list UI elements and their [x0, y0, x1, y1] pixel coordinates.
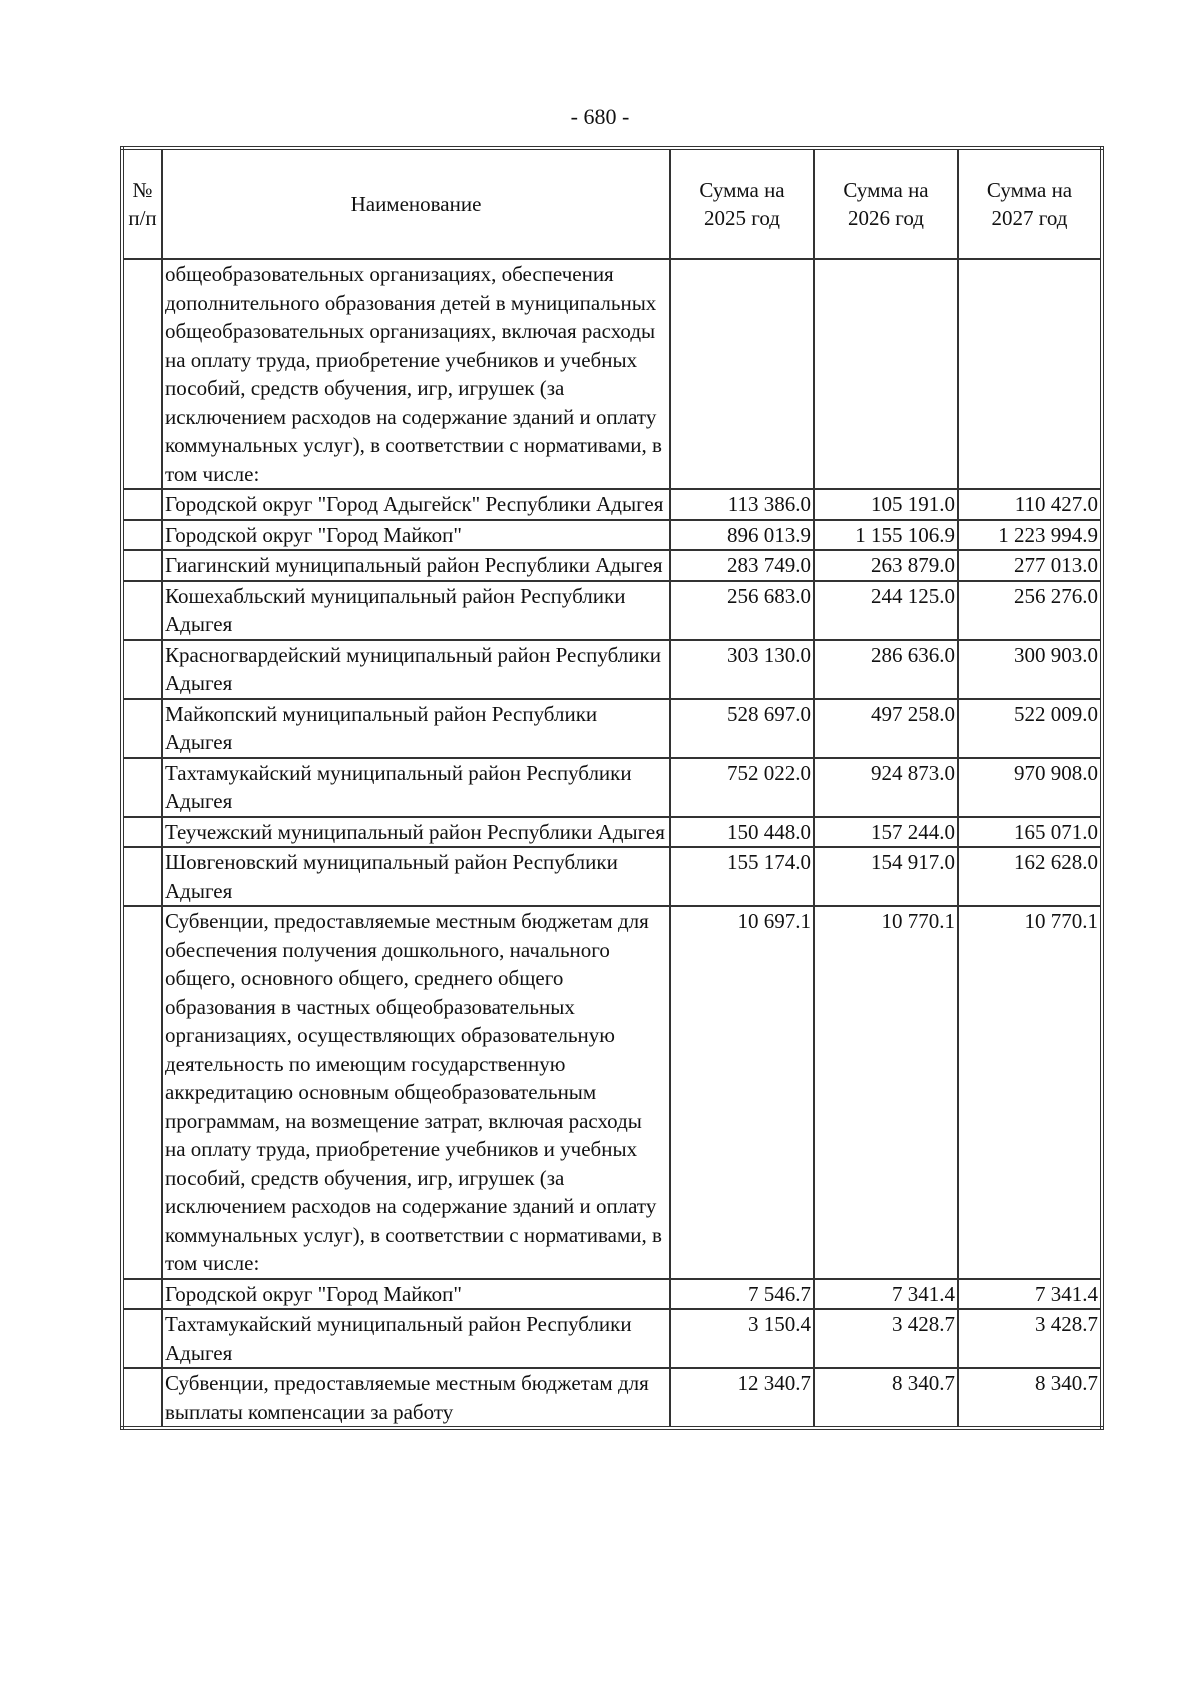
header-2027-line1: Сумма на: [986, 177, 1073, 202]
row-name: Кошехабльский муниципальный район Республики Адыгея: [162, 581, 670, 640]
table-row: [122, 906, 1102, 1279]
row-number: [122, 489, 162, 520]
row-sum-2027: 8 340.7: [958, 1368, 1102, 1428]
row-sum-2026: 497 258.0: [814, 699, 958, 758]
row-name: Красногвардейский муниципальный район Республики Адыгея: [162, 640, 670, 699]
row-name: Городской округ "Город Майкоп": [162, 1279, 670, 1310]
row-sum-2025: 752 022.0: [670, 758, 814, 817]
row-number: [122, 259, 162, 489]
row-sum-2025: 896 013.9: [670, 520, 814, 551]
row-sum-2025: 303 130.0: [670, 640, 814, 699]
row-number: [122, 520, 162, 551]
budget-table: [120, 146, 1104, 1430]
table-row: [122, 1368, 1102, 1428]
row-sum-2027: [958, 259, 1102, 489]
row-number: [122, 758, 162, 817]
row-sum-2025: 155 174.0: [670, 847, 814, 906]
row-sum-2025: 150 448.0: [670, 817, 814, 848]
row-number: [122, 847, 162, 906]
row-sum-2025: 7 546.7: [670, 1279, 814, 1310]
row-sum-2026: [814, 259, 958, 489]
row-number: [122, 1368, 162, 1428]
table-header-row: [122, 148, 1102, 259]
table-row: [122, 581, 1102, 640]
row-number: [122, 1309, 162, 1368]
header-2025: [670, 148, 814, 259]
row-number: [122, 699, 162, 758]
table-row: [122, 259, 1102, 489]
header-2026-line1: Сумма на: [843, 177, 929, 202]
row-sum-2026: 263 879.0: [814, 550, 958, 581]
row-sum-2025: 528 697.0: [670, 699, 814, 758]
table-row: [122, 758, 1102, 817]
page-number: - 680 -: [570, 104, 630, 129]
row-number: [122, 581, 162, 640]
header-name: Наименование: [162, 148, 670, 259]
row-name: Субвенции, предоставляемые местным бюджетам для выплаты компенсации за работу: [162, 1368, 670, 1428]
table-row: [122, 699, 1102, 758]
table-row: [122, 489, 1102, 520]
row-sum-2026: 244 125.0: [814, 581, 958, 640]
row-name: Городской округ "Город Адыгейск" Республики Адыгея: [162, 489, 670, 520]
row-sum-2026: 924 873.0: [814, 758, 958, 817]
table-row: [122, 817, 1102, 848]
row-number: [122, 1279, 162, 1310]
row-name: Субвенции, предоставляемые местным бюджетам для обеспечения получения дошкольного, начального общего, основного общего, среднего общего образования в частных общеобразовательных организациях, осуществляющих образовательную деятельность по имеющим государственную аккредитацию основным общеобразовательным программам, на возмещение затрат, включая расходы на оплату труда, приобретение учебников и учебных пособий, средств обучения, игр, игрушек (за исключением расходов на содержание зданий и оплату коммунальных услуг), в соответствии с нормативами, в том числе:: [162, 906, 670, 1279]
row-sum-2025: 256 683.0: [670, 581, 814, 640]
header-2025-line2: 2025 год: [704, 206, 780, 230]
header-2026-line2: 2026 год: [848, 206, 924, 230]
row-name: Тахтамукайский муниципальный район Республики Адыгея: [162, 758, 670, 817]
row-sum-2026: 157 244.0: [814, 817, 958, 848]
header-2027-line2: 2027 год: [991, 206, 1068, 230]
row-sum-2026: 3 428.7: [814, 1309, 958, 1368]
row-sum-2026: 10 770.1: [814, 906, 958, 1279]
row-sum-2025: [670, 259, 814, 489]
header-2027: [958, 148, 1102, 259]
row-sum-2025: 283 749.0: [670, 550, 814, 581]
table-row: [122, 1309, 1102, 1368]
table-row: [122, 520, 1102, 551]
row-sum-2027: 1 223 994.9: [958, 520, 1102, 551]
row-number: [122, 550, 162, 581]
row-name: Городской округ "Город Майкоп": [162, 520, 670, 551]
row-sum-2025: 10 697.1: [670, 906, 814, 1279]
row-sum-2026: 7 341.4: [814, 1279, 958, 1310]
row-sum-2027: 256 276.0: [958, 581, 1102, 640]
row-sum-2026: 286 636.0: [814, 640, 958, 699]
header-2025-line1: Сумма на: [699, 177, 785, 202]
row-number: [122, 817, 162, 848]
row-sum-2027: 277 013.0: [958, 550, 1102, 581]
row-sum-2027: 522 009.0: [958, 699, 1102, 758]
row-sum-2026: 1 155 106.9: [814, 520, 958, 551]
row-sum-2026: 105 191.0: [814, 489, 958, 520]
row-sum-2026: 154 917.0: [814, 847, 958, 906]
row-sum-2026: 8 340.7: [814, 1368, 958, 1428]
row-sum-2027: 110 427.0: [958, 489, 1102, 520]
table-row: [122, 640, 1102, 699]
row-name: Тахтамукайский муниципальный район Республики Адыгея: [162, 1309, 670, 1368]
row-sum-2025: 12 340.7: [670, 1368, 814, 1428]
row-sum-2027: 162 628.0: [958, 847, 1102, 906]
row-name: Теучежский муниципальный район Республики Адыгея: [162, 817, 670, 848]
header-2026: [814, 148, 958, 259]
row-name: Гиагинский муниципальный район Республики Адыгея: [162, 550, 670, 581]
row-number: [122, 640, 162, 699]
header-number-line1: №: [132, 177, 153, 202]
header-number: [122, 148, 162, 259]
row-sum-2027: 7 341.4: [958, 1279, 1102, 1310]
row-sum-2027: 3 428.7: [958, 1309, 1102, 1368]
row-name: Шовгеновский муниципальный район Республики Адыгея: [162, 847, 670, 906]
table-row: [122, 847, 1102, 906]
row-name: Майкопский муниципальный район Республики Адыгея: [162, 699, 670, 758]
row-name: общеобразовательных организациях, обеспечения дополнительного образования детей в муниципальных общеобразовательных организациях, включая расходы на оплату труда, приобретение учебников и учебных пособий, средств обучения, игр, игрушек (за исключением расходов на содержание зданий и оплату коммунальных услуг), в соответствии с нормативами, в том числе:: [162, 259, 670, 489]
header-number-line2: п/п: [128, 206, 157, 230]
row-sum-2027: 10 770.1: [958, 906, 1102, 1279]
row-sum-2027: 970 908.0: [958, 758, 1102, 817]
table-row: [122, 1279, 1102, 1310]
row-number: [122, 906, 162, 1279]
table-row: [122, 550, 1102, 581]
row-sum-2025: 113 386.0: [670, 489, 814, 520]
row-sum-2025: 3 150.4: [670, 1309, 814, 1368]
row-sum-2027: 300 903.0: [958, 640, 1102, 699]
row-sum-2027: 165 071.0: [958, 817, 1102, 848]
